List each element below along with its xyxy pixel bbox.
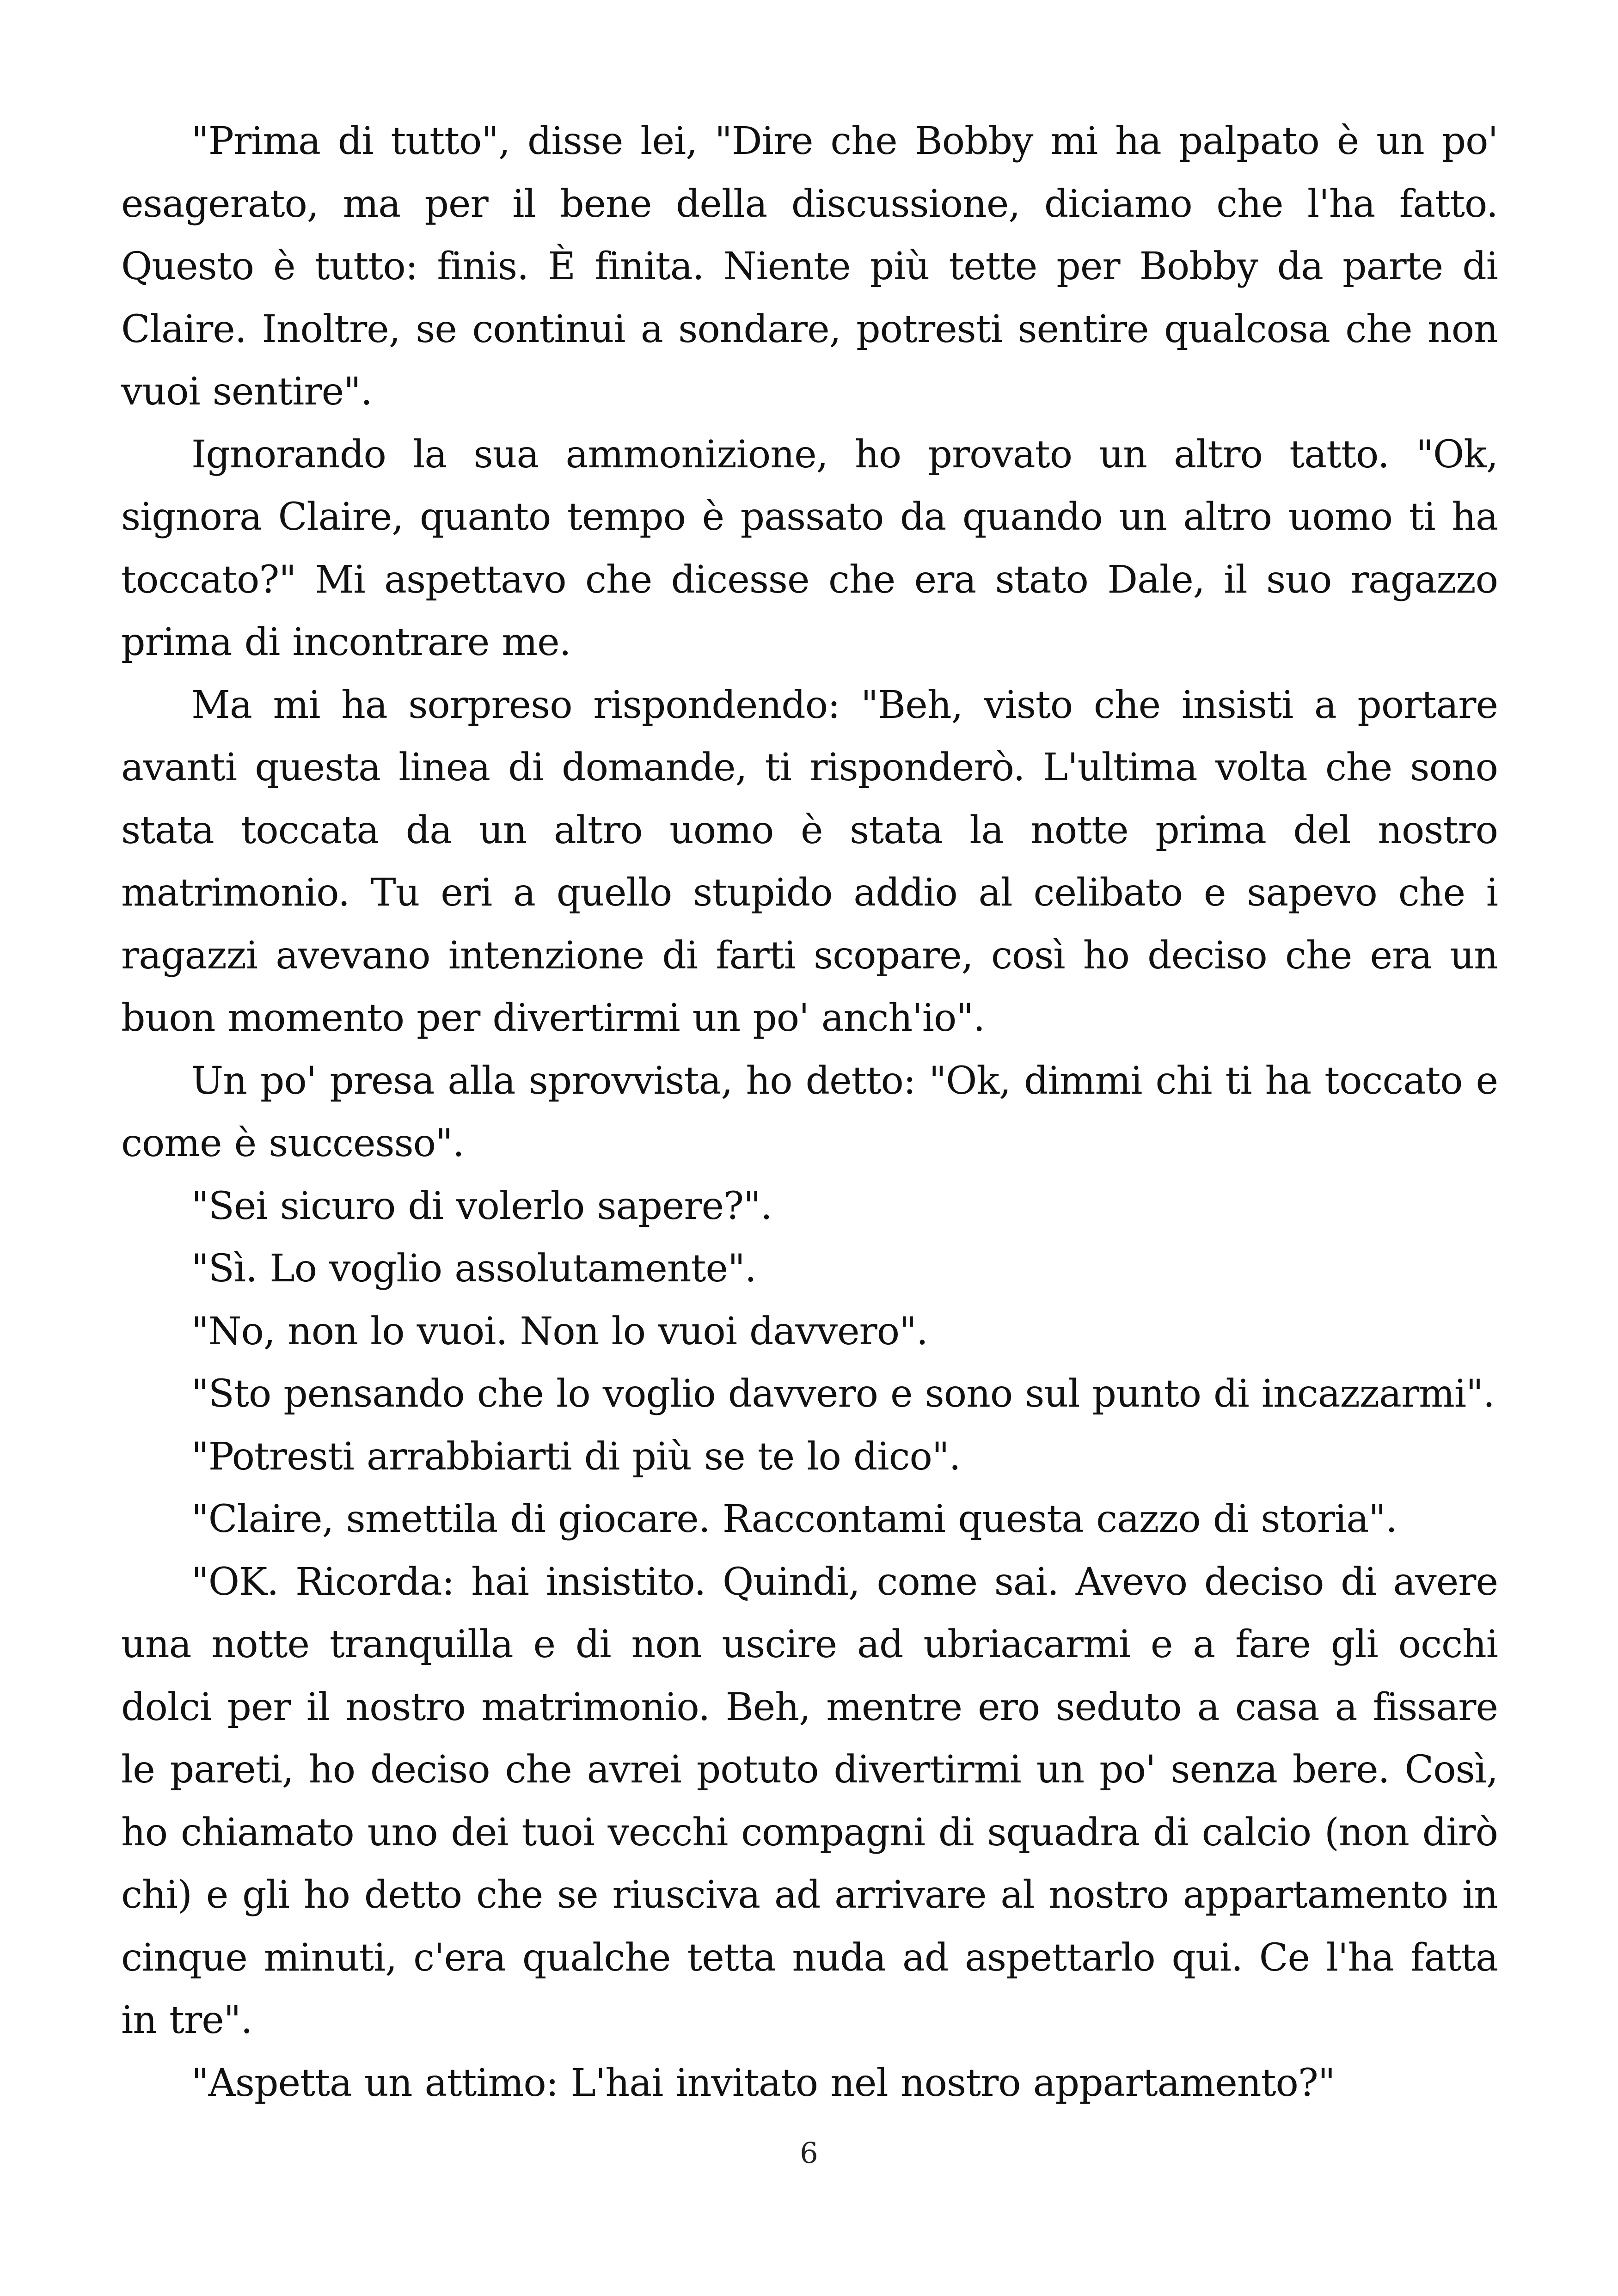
page-number: 6 bbox=[800, 2136, 818, 2170]
paragraph-6: "Sì. Lo voglio assolutamente". bbox=[191, 1247, 756, 1291]
paragraph-9: "Potresti arrabbiarti di più se te lo dico". bbox=[191, 1434, 961, 1479]
paragraph-8: "Sto pensando che lo voglio davvero e sono sul punto di incazzarmi". bbox=[191, 1372, 1495, 1416]
paragraph-5: "Sei sicuro di volerlo sapere?". bbox=[191, 1184, 772, 1228]
paragraph-11: "OK. Ricorda: hai insistito. Quindi, come sai. Avevo deciso di avere una notte tranquilla e di non uscire ad ubriacarmi e a fare gli occhi dolci per il nostro matrimonio. Beh, mentre ero seduto a casa a fissare le pareti, ho deciso che avrei potuto divertirmi un po' senza bere. Così, ho chiamato uno dei tuoi vecchi compagni di squadra di calcio (non dirò chi) e gli ho detto che se riusciva ad arrivare al nostro appartamento in cinque minuti, c'era qualche tetta nuda ad aspettarlo qui. Ce l'ha fatta in tre". bbox=[121, 1560, 1498, 2042]
body-text bbox=[121, 110, 1498, 2114]
paragraph-2: Ignorando la sua ammonizione, ho provato un altro tatto. "Ok, signora Claire, quanto tempo è passato da quando un altro uomo ti ha toccato?" Mi aspettavo che dicesse che era stato Dale, il suo ragazzo prima di incontrare me. bbox=[121, 432, 1498, 664]
paragraph-1: "Prima di tutto", disse lei, "Dire che Bobby mi ha palpato è un po' esagerato, ma per il bene della discussione, diciamo che l'ha fatto. Questo è tutto: finis. È finita. Niente più tette per Bobby da parte di Claire. Inoltre, se continui a sondare, potresti sentire qualcosa che non vuoi sentire". bbox=[121, 119, 1498, 414]
paragraph-4: Un po' presa alla sprovvista, ho detto: "Ok, dimmi chi ti ha toccato e come è successo". bbox=[121, 1059, 1498, 1165]
paragraph-10: "Claire, smettila di giocare. Raccontami questa cazzo di storia". bbox=[191, 1497, 1397, 1541]
paragraph-7: "No, non lo vuoi. Non lo vuoi davvero". bbox=[191, 1309, 928, 1353]
paragraph-3: Ma mi ha sorpreso rispondendo: "Beh, visto che insisti a portare avanti questa linea di domande, ti risponderò. L'ultima volta che sono stata toccata da un altro uomo è stata la notte prima del nostro matrimonio. Tu eri a quello stupido addio al celibato e sapevo che i ragazzi avevano intenzione di farti scopare, così ho deciso che era un buon momento per divertirmi un po' anch'io". bbox=[121, 683, 1498, 1040]
paragraph-12: "Aspetta un attimo: L'hai invitato nel nostro appartamento?" bbox=[191, 2061, 1335, 2105]
